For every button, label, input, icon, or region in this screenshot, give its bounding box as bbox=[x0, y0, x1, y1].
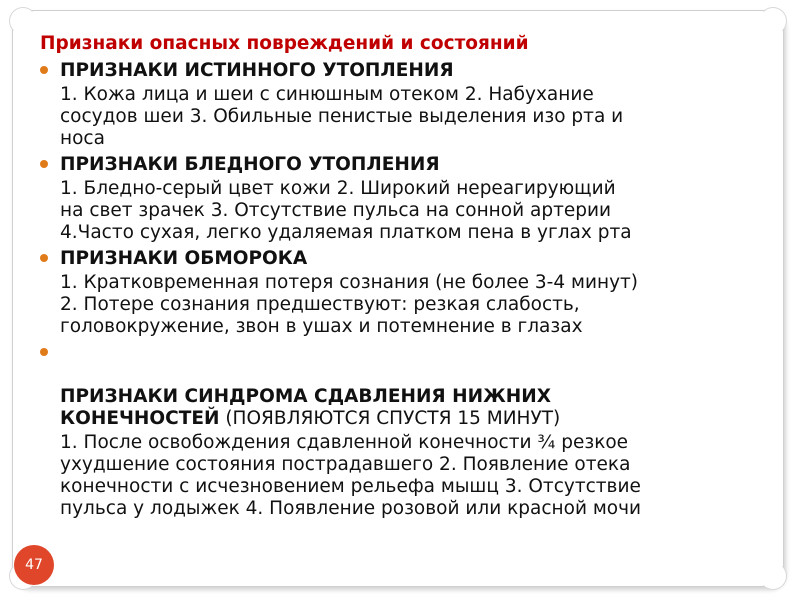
frame-corner-decoration bbox=[9, 7, 37, 35]
section-heading-pale-drowning: ПРИЗНАКИ БЛЕДНОГО УТОПЛЕНИЯ bbox=[40, 154, 760, 176]
frame-corner-decoration bbox=[759, 7, 787, 35]
bullet-icon bbox=[40, 254, 48, 262]
bullet-icon bbox=[40, 160, 48, 168]
slide-content bbox=[40, 58, 760, 524]
section-heading-suffix: (ПОЯВЛЯЮТСЯ СПУСТЯ 15 МИНУТ) bbox=[219, 408, 561, 429]
frame-corner-decoration bbox=[759, 562, 787, 590]
bullet-icon bbox=[40, 66, 48, 74]
section-body-fainting: 1. Кратковременная потеря сознания (не более 3-4 минут) 2. Потере сознания предшествуют: резкая слабость, головокружение, звон в ушах и потемнение в глазах bbox=[60, 272, 639, 337]
section-body-crush-syndrome: 1. После освобождения сдавленной конечности ¾ резкое ухудшение состояния пострадавшего 2. Появление отека конечности с исчезновением рельефа мышц 3. Отсутствие пульса у лодыжек 4. Появление розовой или красной мочи bbox=[60, 432, 642, 519]
slide-title: Признаки опасных повреждений и состояний bbox=[40, 33, 529, 54]
section-heading-fainting: ПРИЗНАКИ ОБМОРОКА bbox=[40, 248, 760, 270]
bullet-icon bbox=[40, 348, 48, 356]
section-heading-crush-syndrome: ПРИЗНАКИ СИНДРОМА СДАВЛЕНИЯ НИЖНИХ КОНЕЧНОСТЕЙ (ПОЯВЛЯЮТСЯ СПУСТЯ 15 МИНУТ) bbox=[40, 342, 760, 430]
section-body-pale-drowning: 1. Бледно-серый цвет кожи 2. Широкий нереагирующий на свет зрачек 3. Отсутствие пульса на сонной артерии 4.Часто сухая, легко удаляемая платком пена в углах рта bbox=[60, 178, 632, 243]
section-heading-true-drowning: ПРИЗНАКИ ИСТИННОГО УТОПЛЕНИЯ bbox=[40, 60, 760, 82]
page-number-badge: 47 bbox=[14, 545, 54, 585]
section-body-true-drowning: 1. Кожа лица и шеи с синюшным отеком 2. Набухание сосудов шеи 3. Обильные пенистые выделения изо рта и носа bbox=[60, 84, 624, 149]
